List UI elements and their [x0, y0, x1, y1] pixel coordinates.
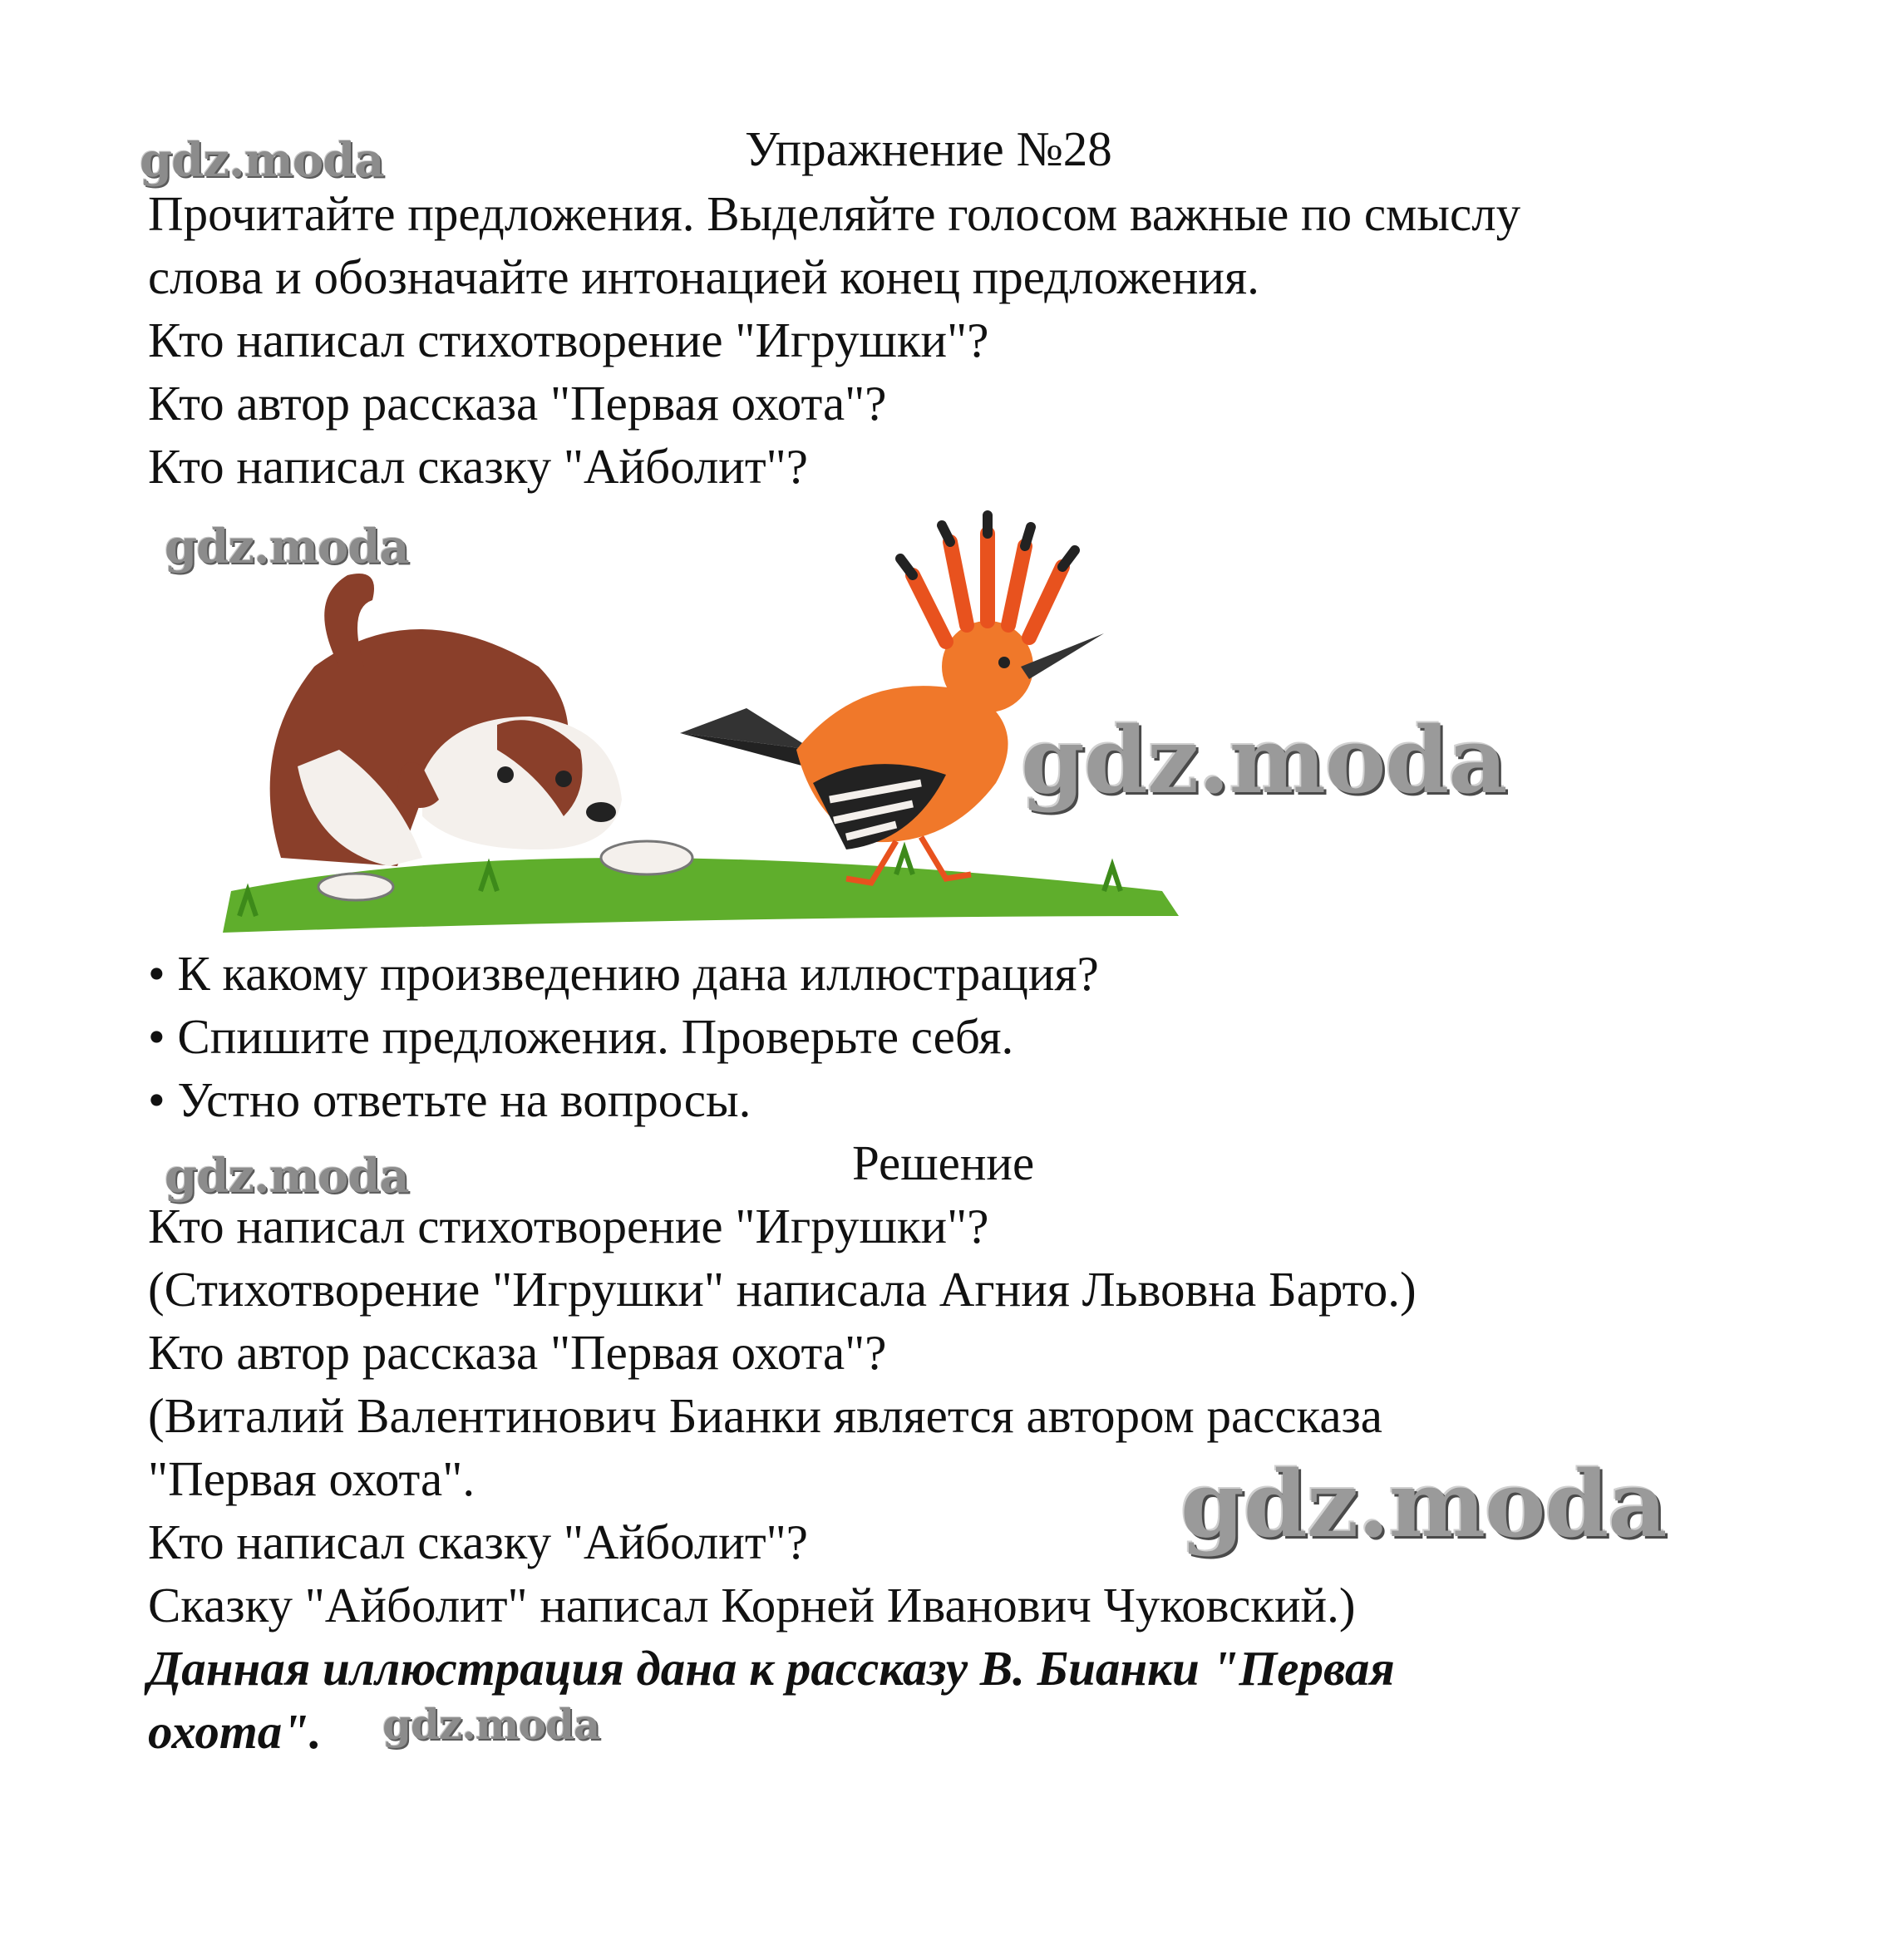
solution-line-6: Кто написал сказку "Айболит"? — [148, 1514, 808, 1569]
bullet-2: • Спишите предложения. Проверьте себя. — [148, 1009, 1014, 1064]
solution-line-4: (Виталий Валентинович Бианки является автором рассказа — [148, 1388, 1382, 1443]
solution-line-7: Сказку "Айболит" написал Корней Иванович Чуковский.) — [148, 1578, 1356, 1633]
task-line-1: Прочитайте предложения. Выделяйте голосом важные по смыслу — [148, 186, 1521, 241]
watermark-6: gdz.moda — [382, 1700, 600, 1749]
solution-line-3: Кто автор рассказа "Первая охота"? — [148, 1325, 887, 1380]
solution-line-1: Кто написал стихотворение "Игрушки"? — [148, 1199, 989, 1253]
solution-line-2: (Стихотворение "Игрушки" написала Агния Львовна Барто.) — [148, 1262, 1417, 1317]
bullet-3: • Устно ответьте на вопросы. — [148, 1072, 751, 1127]
exercise-title: Упражнение №28 — [745, 121, 1112, 176]
watermark-2: gdz.moda — [165, 520, 409, 574]
task-line-5: Кто написал сказку "Айболит"? — [148, 439, 808, 494]
answer-line-2: охота". — [148, 1704, 322, 1759]
solution-line-5: "Первая охота". — [148, 1451, 476, 1506]
task-line-2: слова и обозначайте интонацией конец предложения. — [148, 249, 1259, 304]
watermark-1: gdz.moda — [140, 133, 384, 188]
watermark-5: gdz.moda — [1180, 1450, 1667, 1558]
solution-heading: Решение — [852, 1135, 1035, 1190]
watermark-4: gdz.moda — [165, 1149, 409, 1204]
watermark-3: gdz.moda — [1021, 707, 1507, 814]
task-line-4: Кто автор рассказа "Первая охота"? — [148, 376, 887, 431]
task-line-3: Кто написал стихотворение "Игрушки"? — [148, 313, 989, 367]
answer-line-1: Данная иллюстрация дана к рассказу В. Бианки "Первая — [148, 1641, 1395, 1696]
bullet-1: • К какому произведению дана иллюстрация? — [148, 946, 1099, 1001]
